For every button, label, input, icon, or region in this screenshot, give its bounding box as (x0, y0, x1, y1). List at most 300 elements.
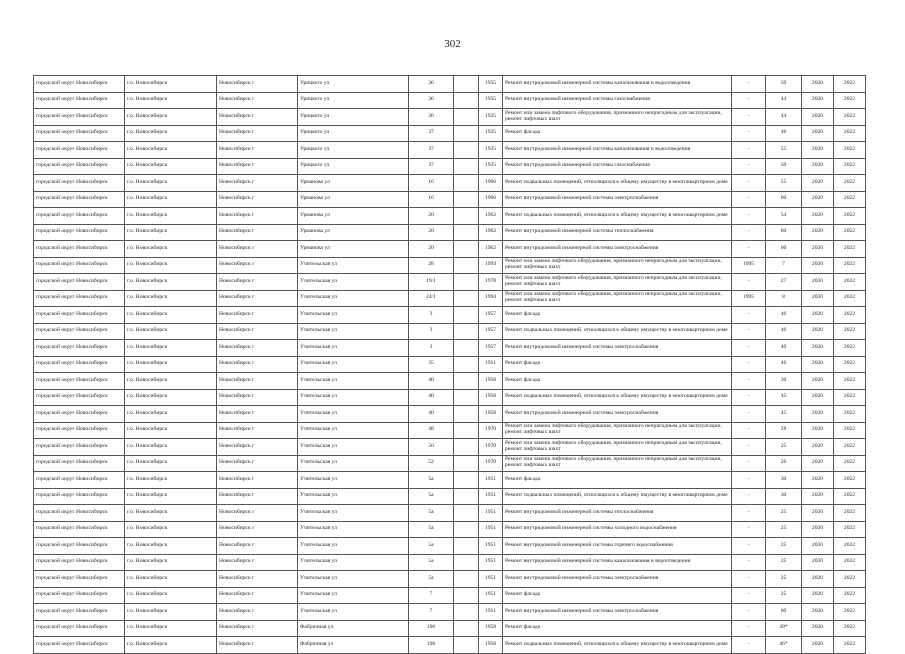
street-cell: Учительская ул (298, 505, 409, 522)
municipality-cell: городской округ Новосибирск (34, 554, 125, 571)
city-cell: Новосибирск г (217, 538, 298, 555)
start-year-cell: 2020 (802, 571, 834, 588)
street-cell: Урицкого ул (298, 158, 409, 175)
build-year-cell: 1935 (479, 142, 503, 159)
start-year-cell: 2020 (802, 587, 834, 604)
city-cell: Новосибирск г (217, 241, 298, 258)
district-cell: г.о. Новосибирск (125, 307, 217, 324)
city-cell: Новосибирск г (217, 224, 298, 241)
start-year-cell: 2020 (802, 472, 834, 489)
building-cell (454, 505, 479, 522)
building-cell (454, 406, 479, 423)
building-cell (454, 340, 479, 357)
end-year-cell: 2022 (834, 191, 866, 208)
end-year-cell: 2022 (834, 125, 866, 142)
building-cell (454, 422, 479, 439)
wear-percent-cell: 8 (766, 290, 802, 307)
district-cell: г.о. Новосибирск (125, 241, 217, 258)
building-cell (454, 290, 479, 307)
wear-percent-cell: 25 (766, 554, 802, 571)
last-repair-year-cell: - (732, 208, 766, 225)
house-number-cell: 52 (409, 455, 454, 472)
end-year-cell: 2022 (834, 571, 866, 588)
wear-percent-cell: 30 (766, 488, 802, 505)
build-year-cell: 1962 (479, 241, 503, 258)
start-year-cell: 2020 (802, 389, 834, 406)
street-cell: Фабричная ул (298, 637, 409, 654)
building-cell (454, 389, 479, 406)
street-cell: Учительская ул (298, 604, 409, 621)
municipality-cell: городской округ Новосибирск (34, 76, 125, 93)
wear-percent-cell: 44 (766, 92, 802, 109)
district-cell: г.о. Новосибирск (125, 158, 217, 175)
district-cell: г.о. Новосибирск (125, 142, 217, 159)
wear-percent-cell: 28 (766, 422, 802, 439)
city-cell: Новосибирск г (217, 158, 298, 175)
district-cell: г.о. Новосибирск (125, 406, 217, 423)
end-year-cell: 2022 (834, 455, 866, 472)
municipality-cell: городской округ Новосибирск (34, 620, 125, 637)
house-number-cell: 24/1 (409, 290, 454, 307)
work-type-cell: Ремонт внутридомовой инженерной системы газоснабжения (503, 92, 732, 109)
table-row (34, 191, 866, 208)
municipality-cell: городской округ Новосибирск (34, 488, 125, 505)
city-cell: Новосибирск г (217, 142, 298, 159)
municipality-cell: городской округ Новосибирск (34, 109, 125, 126)
municipality-cell: городской округ Новосибирск (34, 356, 125, 373)
last-repair-year-cell: - (732, 389, 766, 406)
end-year-cell: 2022 (834, 422, 866, 439)
work-type-cell: Ремонт внутридомовой инженерной системы газоснабжения (503, 158, 732, 175)
house-number-cell: 5а (409, 521, 454, 538)
end-year-cell: 2022 (834, 406, 866, 423)
last-repair-year-cell: - (732, 406, 766, 423)
street-cell: Учительская ул (298, 587, 409, 604)
municipality-cell: городской округ Новосибирск (34, 274, 125, 291)
wear-percent-cell: 25 (766, 439, 802, 456)
table-row (34, 406, 866, 423)
end-year-cell: 2022 (834, 620, 866, 637)
building-cell (454, 488, 479, 505)
last-repair-year-cell: 1995 (732, 290, 766, 307)
city-cell: Новосибирск г (217, 620, 298, 637)
house-number-cell: 28 (409, 257, 454, 274)
start-year-cell: 2020 (802, 158, 834, 175)
street-cell: Урицкого ул (298, 125, 409, 142)
street-cell: Учительская ул (298, 488, 409, 505)
start-year-cell: 2020 (802, 340, 834, 357)
end-year-cell: 2022 (834, 389, 866, 406)
wear-percent-cell: 46* (766, 637, 802, 654)
street-cell: Урманова ул (298, 191, 409, 208)
wear-percent-cell: 45 (766, 389, 802, 406)
building-cell (454, 191, 479, 208)
end-year-cell: 2022 (834, 175, 866, 192)
build-year-cell: 1994 (479, 257, 503, 274)
end-year-cell: 2022 (834, 208, 866, 225)
city-cell: Новосибирск г (217, 257, 298, 274)
table-row (34, 274, 866, 291)
municipality-cell: городской округ Новосибирск (34, 241, 125, 258)
municipality-cell: городской округ Новосибирск (34, 538, 125, 555)
house-number-cell: 35 (409, 356, 454, 373)
street-cell: Учительская ул (298, 472, 409, 489)
municipality-cell: городской округ Новосибирск (34, 158, 125, 175)
house-number-cell: 36 (409, 92, 454, 109)
work-type-cell: Ремонт внутридомовой инженерной системы канализования и водоотведения (503, 142, 732, 159)
street-cell: Урицкого ул (298, 76, 409, 93)
municipality-cell: городской округ Новосибирск (34, 389, 125, 406)
wear-percent-cell: 54 (766, 208, 802, 225)
work-type-cell: Ремонт фасада (503, 373, 732, 390)
last-repair-year-cell: - (732, 274, 766, 291)
work-type-cell: Ремонт внутридомовой инженерной системы горячего водоснабжения (503, 538, 732, 555)
city-cell: Новосибирск г (217, 587, 298, 604)
street-cell: Урманова ул (298, 208, 409, 225)
building-cell (454, 323, 479, 340)
street-cell: Учительская ул (298, 257, 409, 274)
table-row (34, 175, 866, 192)
house-number-cell: 3 (409, 323, 454, 340)
end-year-cell: 2022 (834, 488, 866, 505)
house-number-cell: 5а (409, 472, 454, 489)
build-year-cell: 1935 (479, 125, 503, 142)
wear-percent-cell: 60 (766, 604, 802, 621)
municipality-cell: городской округ Новосибирск (34, 340, 125, 357)
last-repair-year-cell: - (732, 488, 766, 505)
house-number-cell: 40 (409, 373, 454, 390)
table-row (34, 620, 866, 637)
building-cell (454, 125, 479, 142)
last-repair-year-cell: - (732, 142, 766, 159)
city-cell: Новосибирск г (217, 604, 298, 621)
last-repair-year-cell: - (732, 125, 766, 142)
house-number-cell: 16 (409, 175, 454, 192)
municipality-cell: городской округ Новосибирск (34, 142, 125, 159)
street-cell: Учительская ул (298, 538, 409, 555)
municipality-cell: городской округ Новосибирск (34, 191, 125, 208)
table-row (34, 505, 866, 522)
wear-percent-cell: 46 (766, 125, 802, 142)
build-year-cell: 1951 (479, 356, 503, 373)
last-repair-year-cell: - (732, 439, 766, 456)
house-number-cell: 40 (409, 389, 454, 406)
district-cell: г.о. Новосибирск (125, 323, 217, 340)
city-cell: Новосибирск г (217, 422, 298, 439)
house-number-cell: 16 (409, 191, 454, 208)
wear-percent-cell: 7 (766, 257, 802, 274)
city-cell: Новосибирск г (217, 505, 298, 522)
work-type-cell: Ремонт внутридомовой инженерной системы теплоснабжения (503, 505, 732, 522)
house-number-cell: 20 (409, 241, 454, 258)
table-row (34, 455, 866, 472)
district-cell: г.о. Новосибирск (125, 521, 217, 538)
wear-percent-cell: 50 (766, 158, 802, 175)
house-number-cell: 3 (409, 340, 454, 357)
city-cell: Новосибирск г (217, 488, 298, 505)
house-number-cell: 3 (409, 307, 454, 324)
street-cell: Учительская ул (298, 290, 409, 307)
district-cell: г.о. Новосибирск (125, 604, 217, 621)
wear-percent-cell: 45 (766, 406, 802, 423)
city-cell: Новосибирск г (217, 455, 298, 472)
city-cell: Новосибирск г (217, 323, 298, 340)
municipality-cell: городской округ Новосибирск (34, 125, 125, 142)
wear-percent-cell: 46 (766, 323, 802, 340)
house-number-cell: 36 (409, 109, 454, 126)
build-year-cell: 1970 (479, 422, 503, 439)
start-year-cell: 2020 (802, 356, 834, 373)
end-year-cell: 2022 (834, 554, 866, 571)
street-cell: Учительская ул (298, 323, 409, 340)
municipality-cell: городской округ Новосибирск (34, 637, 125, 654)
building-cell (454, 439, 479, 456)
building-cell (454, 571, 479, 588)
table-row (34, 571, 866, 588)
last-repair-year-cell: - (732, 175, 766, 192)
wear-percent-cell: 25 (766, 505, 802, 522)
street-cell: Учительская ул (298, 554, 409, 571)
work-type-cell: Ремонт фасада (503, 356, 732, 373)
end-year-cell: 2022 (834, 505, 866, 522)
end-year-cell: 2022 (834, 241, 866, 258)
last-repair-year-cell: - (732, 472, 766, 489)
street-cell: Учительская ул (298, 439, 409, 456)
street-cell: Учительская ул (298, 422, 409, 439)
house-number-cell: 37 (409, 158, 454, 175)
build-year-cell: 1935 (479, 76, 503, 93)
city-cell: Новосибирск г (217, 274, 298, 291)
start-year-cell: 2020 (802, 290, 834, 307)
building-cell (454, 109, 479, 126)
work-type-cell: Ремонт подвальных помещений, относящихся к общему имуществу в многоквартирном доме (503, 389, 732, 406)
municipality-cell: городской округ Новосибирск (34, 571, 125, 588)
district-cell: г.о. Новосибирск (125, 472, 217, 489)
build-year-cell: 1958 (479, 637, 503, 654)
last-repair-year-cell: - (732, 620, 766, 637)
build-year-cell: 1951 (479, 604, 503, 621)
municipality-cell: городской округ Новосибирск (34, 505, 125, 522)
table-row (34, 538, 866, 555)
table-row (34, 587, 866, 604)
table-row (34, 224, 866, 241)
end-year-cell: 2022 (834, 472, 866, 489)
street-cell: Учительская ул (298, 340, 409, 357)
last-repair-year-cell: - (732, 307, 766, 324)
city-cell: Новосибирск г (217, 406, 298, 423)
municipality-cell: городской округ Новосибирск (34, 439, 125, 456)
street-cell: Урманова ул (298, 175, 409, 192)
build-year-cell: 1957 (479, 307, 503, 324)
street-cell: Урицкого ул (298, 142, 409, 159)
municipality-cell: городской округ Новосибирск (34, 175, 125, 192)
wear-percent-cell: 55 (766, 175, 802, 192)
build-year-cell: 1970 (479, 455, 503, 472)
table-row (34, 323, 866, 340)
last-repair-year-cell: - (732, 323, 766, 340)
last-repair-year-cell: - (732, 571, 766, 588)
end-year-cell: 2022 (834, 323, 866, 340)
house-number-cell: 5а (409, 488, 454, 505)
page-number: 302 (444, 38, 461, 50)
wear-percent-cell: 30 (766, 373, 802, 390)
district-cell: г.о. Новосибирск (125, 571, 217, 588)
house-number-cell: 5а (409, 505, 454, 522)
house-number-cell: 48 (409, 422, 454, 439)
table-row (34, 290, 866, 307)
house-number-cell: 40 (409, 406, 454, 423)
city-cell: Новосибирск г (217, 76, 298, 93)
build-year-cell: 1962 (479, 208, 503, 225)
municipality-cell: городской округ Новосибирск (34, 92, 125, 109)
city-cell: Новосибирск г (217, 307, 298, 324)
table-row (34, 439, 866, 456)
municipality-cell: городской округ Новосибирск (34, 587, 125, 604)
city-cell: Новосибирск г (217, 290, 298, 307)
last-repair-year-cell: - (732, 538, 766, 555)
build-year-cell: 1994 (479, 290, 503, 307)
repair-program-table (33, 75, 866, 654)
build-year-cell: 1951 (479, 521, 503, 538)
district-cell: г.о. Новосибирск (125, 538, 217, 555)
build-year-cell: 1951 (479, 571, 503, 588)
work-type-cell: Ремонт внутридомовой инженерной системы электроснабжения (503, 191, 732, 208)
house-number-cell: 37 (409, 142, 454, 159)
building-cell (454, 604, 479, 621)
city-cell: Новосибирск г (217, 191, 298, 208)
building-cell (454, 224, 479, 241)
end-year-cell: 2022 (834, 604, 866, 621)
district-cell: г.о. Новосибирск (125, 439, 217, 456)
build-year-cell: 1951 (479, 505, 503, 522)
building-cell (454, 538, 479, 555)
street-cell: Учительская ул (298, 389, 409, 406)
end-year-cell: 2022 (834, 587, 866, 604)
district-cell: г.о. Новосибирск (125, 208, 217, 225)
city-cell: Новосибирск г (217, 373, 298, 390)
start-year-cell: 2020 (802, 76, 834, 93)
start-year-cell: 2020 (802, 224, 834, 241)
start-year-cell: 2020 (802, 521, 834, 538)
street-cell: Фабричная ул (298, 620, 409, 637)
work-type-cell: Ремонт или замена лифтового оборудования, признанного непригодным для эксплуатации, ремонт лифтовых шахт (503, 439, 732, 456)
start-year-cell: 2020 (802, 406, 834, 423)
district-cell: г.о. Новосибирск (125, 125, 217, 142)
building-cell (454, 356, 479, 373)
last-repair-year-cell: - (732, 373, 766, 390)
end-year-cell: 2022 (834, 257, 866, 274)
end-year-cell: 2022 (834, 356, 866, 373)
district-cell: г.о. Новосибирск (125, 587, 217, 604)
district-cell: г.о. Новосибирск (125, 455, 217, 472)
district-cell: г.о. Новосибирск (125, 92, 217, 109)
last-repair-year-cell: - (732, 604, 766, 621)
wear-percent-cell: 30 (766, 472, 802, 489)
building-cell (454, 373, 479, 390)
table-row (34, 389, 866, 406)
build-year-cell: 1935 (479, 109, 503, 126)
work-type-cell: Ремонт или замена лифтового оборудования, признанного непригодным для эксплуатации, ремонт лифтовых шахт (503, 257, 732, 274)
start-year-cell: 2020 (802, 274, 834, 291)
last-repair-year-cell: - (732, 224, 766, 241)
district-cell: г.о. Новосибирск (125, 637, 217, 654)
start-year-cell: 2020 (802, 422, 834, 439)
start-year-cell: 2020 (802, 241, 834, 258)
build-year-cell: 1958 (479, 373, 503, 390)
city-cell: Новосибирск г (217, 472, 298, 489)
last-repair-year-cell: - (732, 637, 766, 654)
street-cell: Учительская ул (298, 571, 409, 588)
municipality-cell: городской округ Новосибирск (34, 224, 125, 241)
work-type-cell: Ремонт или замена лифтового оборудования, признанного непригодным для эксплуатации, ремонт лифтовых шахт (503, 274, 732, 291)
wear-percent-cell: 60 (766, 191, 802, 208)
last-repair-year-cell: - (732, 356, 766, 373)
build-year-cell: 1958 (479, 620, 503, 637)
start-year-cell: 2020 (802, 125, 834, 142)
table-row (34, 208, 866, 225)
building-cell (454, 208, 479, 225)
house-number-cell: 20 (409, 224, 454, 241)
table-row (34, 241, 866, 258)
building-cell (454, 175, 479, 192)
last-repair-year-cell: - (732, 191, 766, 208)
work-type-cell: Ремонт фасада (503, 125, 732, 142)
wear-percent-cell: 60 (766, 224, 802, 241)
table-row (34, 307, 866, 324)
start-year-cell: 2020 (802, 92, 834, 109)
start-year-cell: 2020 (802, 604, 834, 621)
city-cell: Новосибирск г (217, 340, 298, 357)
build-year-cell: 1951 (479, 587, 503, 604)
city-cell: Новосибирск г (217, 125, 298, 142)
street-cell: Урманова ул (298, 241, 409, 258)
start-year-cell: 2020 (802, 439, 834, 456)
start-year-cell: 2020 (802, 538, 834, 555)
building-cell (454, 274, 479, 291)
start-year-cell: 2020 (802, 257, 834, 274)
last-repair-year-cell: - (732, 92, 766, 109)
work-type-cell: Ремонт фасада (503, 307, 732, 324)
work-type-cell: Ремонт подвальных помещений, относящихся к общему имуществу в многоквартирном доме (503, 637, 732, 654)
house-number-cell: 36 (409, 76, 454, 93)
start-year-cell: 2020 (802, 637, 834, 654)
table-row (34, 158, 866, 175)
work-type-cell: Ремонт внутридомовой инженерной системы электроснабжения (503, 406, 732, 423)
wear-percent-cell: 49* (766, 620, 802, 637)
table-row (34, 488, 866, 505)
municipality-cell: городской округ Новосибирск (34, 472, 125, 489)
work-type-cell: Ремонт внутридомовой инженерной системы холодного водоснабжения (503, 521, 732, 538)
district-cell: г.о. Новосибирск (125, 290, 217, 307)
last-repair-year-cell: 1995 (732, 257, 766, 274)
start-year-cell: 2020 (802, 505, 834, 522)
table-row (34, 521, 866, 538)
work-type-cell: Ремонт внутридомовой инженерной системы электроснабжения (503, 241, 732, 258)
start-year-cell: 2020 (802, 175, 834, 192)
wear-percent-cell: 46 (766, 356, 802, 373)
building-cell (454, 554, 479, 571)
house-number-cell: 37 (409, 125, 454, 142)
wear-percent-cell: 44 (766, 109, 802, 126)
work-type-cell: Ремонт внутридомовой инженерной системы электроснабжения (503, 340, 732, 357)
street-cell: Урицкого ул (298, 92, 409, 109)
municipality-cell: городской округ Новосибирск (34, 307, 125, 324)
start-year-cell: 2020 (802, 191, 834, 208)
last-repair-year-cell: - (732, 587, 766, 604)
city-cell: Новосибирск г (217, 389, 298, 406)
wear-percent-cell: 40 (766, 340, 802, 357)
street-cell: Учительская ул (298, 521, 409, 538)
